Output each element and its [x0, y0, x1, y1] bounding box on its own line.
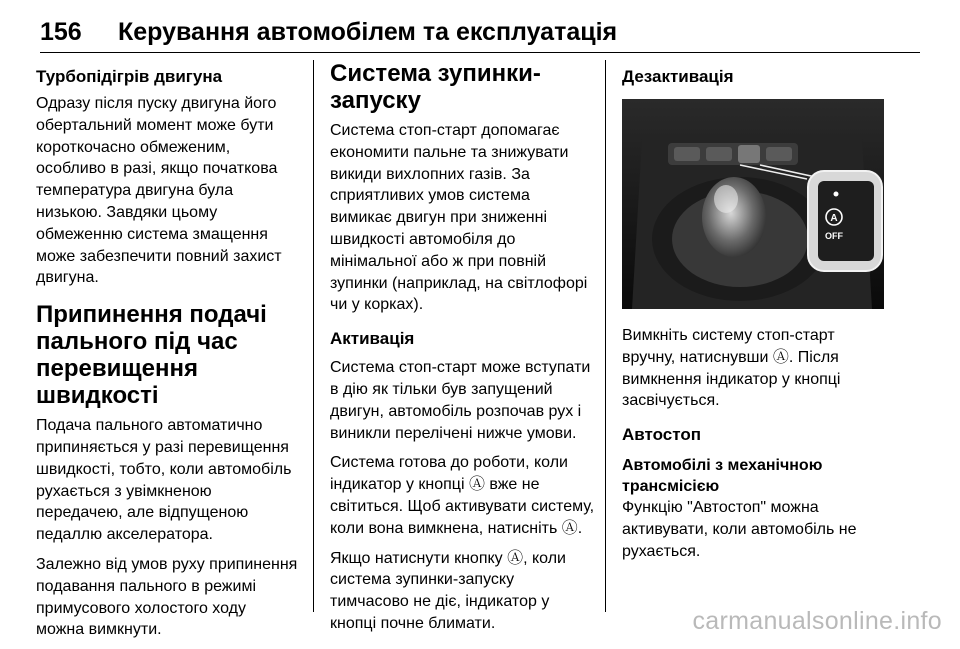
off-label: OFF — [825, 231, 843, 241]
paragraph: Функцію "Автостоп" можна активувати, коли автомобіль не рухається. — [622, 499, 857, 560]
paragraph: Система стоп-старт може вступати в дію як тільки був запущений двигун, автомобіль розпочав рух і виникли перелічені нижче умови. — [330, 359, 591, 442]
subheading-autostop: Автостоп — [622, 425, 701, 445]
section-heading-stop-start: Система зупинки-запуску — [330, 60, 541, 114]
watermark-text: carmanualsonline.info — [692, 607, 942, 635]
paragraph: Система готова до роботи, коли індикатор у кнопці Ⓐ вже не світиться. Щоб активувати систему, коли вона вимкнена, натисніть Ⓐ. — [330, 454, 595, 537]
column-middle — [330, 60, 595, 643]
subheading-activation: Активація — [330, 329, 415, 349]
section-heading-turbo-heating: Турбопідігрів двигуна — [36, 67, 223, 86]
paragraph: Вимкніть систему стоп-старт вручну, натиснувши Ⓐ. Після вимкнення індикатор у кнопці засвічується. — [622, 327, 841, 410]
subheading-deactivation: Дезактивація — [622, 67, 734, 86]
column-left — [36, 60, 298, 649]
page-header — [40, 16, 920, 53]
svg-text:A: A — [830, 213, 838, 224]
paragraph: Якщо натиснути кнопку Ⓐ, коли система зупинки-запуску тимчасово не діє, індикатор у кнопці почне блимати. — [330, 549, 566, 632]
paragraph: Подача пального автоматично припиняється у разі перевищення швидкості, тобто, коли автомобіль рухається з увімкненою передачею, але відпущеною педаллю акселератора. — [36, 417, 292, 544]
column-divider — [313, 60, 314, 612]
paragraph: Залежно від умов руху припинення подавання пального в режимі примусового холостого ходу можна вимкнути. — [36, 555, 298, 639]
section-heading-fuel-cutoff: Припинення подачі пального під час перевищення швидкості — [36, 301, 267, 410]
console-illustration — [622, 99, 884, 309]
column-divider — [605, 60, 606, 612]
paragraph: Система стоп-старт допомагає економити пальне та знижувати викиди вихлопних газів. За сприятливих умов система вимикає двигун при зниженні швидкості автомобіля до мінімальної або ж при повній зупинки (наприклад, на світлофорі чи у корках). — [330, 122, 588, 314]
column-right — [622, 60, 892, 571]
paragraph: Одразу після пуску двигуна його обертальний момент може бути короткочасно обмеженим, особливо в разі, якщо початкова температура двигуна була низькою. Завдяки цьому обмеженню система змащення може забезпечити повний захист двигуна. — [36, 95, 282, 287]
console-stop-start-button-image — [622, 99, 884, 309]
subheading-manual-transmission: Автомобілі з механічною трансмісією — [622, 457, 823, 496]
page-title: Керування автомобілем та експлуатація — [118, 18, 618, 46]
page-number: 156 — [40, 18, 82, 46]
